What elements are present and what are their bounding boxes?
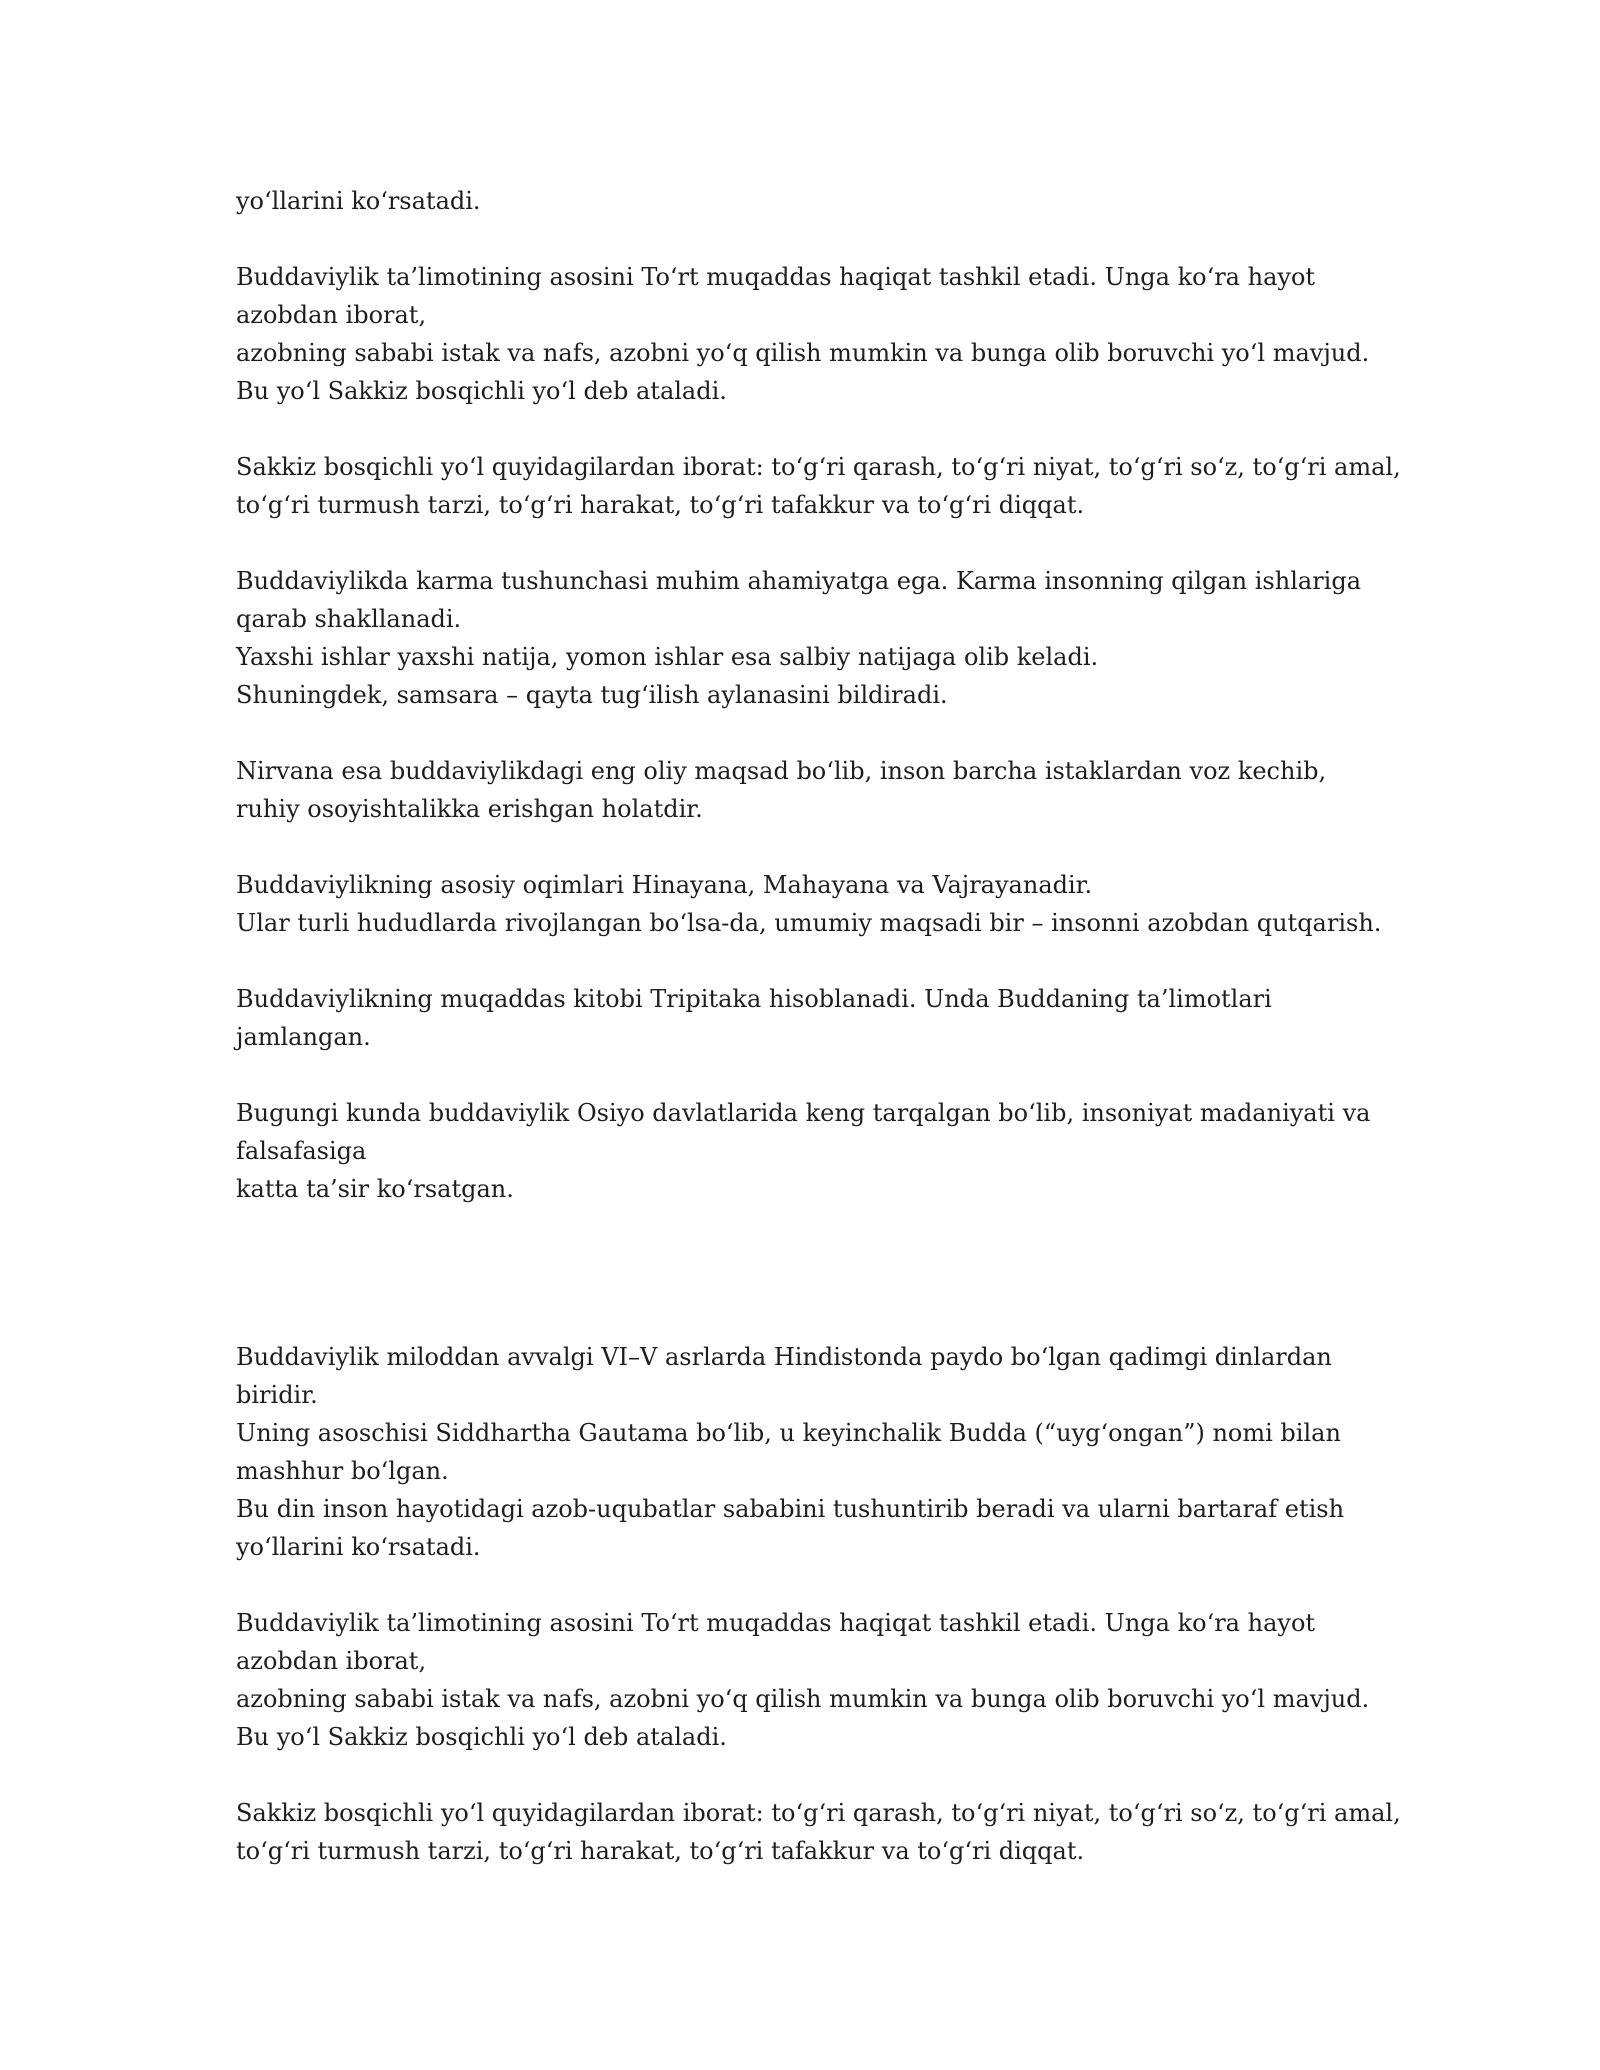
text-line: qarab shakllanadi. (236, 605, 462, 633)
text-line: mashhur bo‘lgan. (236, 1457, 449, 1485)
text-line: Buddaviylikning asosiy oqimlari Hinayana, Mahayana va Vajrayanadir. (236, 871, 1093, 899)
paragraph-continuation (236, 182, 1376, 220)
text-line: Bu yo‘l Sakkiz bosqichli yo‘l deb ataladi. (236, 1723, 727, 1751)
document-body (236, 182, 1401, 1908)
paragraph-influence (236, 1094, 1376, 1208)
text-line: yo‘llarini ko‘rsatadi. (236, 1533, 481, 1561)
text-line: Nirvana esa buddaviylikdagi eng oliy maqsad bo‘lib, inson barcha istaklardan voz kechib, (236, 757, 1327, 785)
text-line: Sakkiz bosqichli yo‘l quyidagilardan iborat: to‘g‘ri qarash, to‘g‘ri niyat, to‘g‘ri so‘z, to‘g‘ri amal, (236, 1799, 1401, 1827)
text-line: falsafasiga (236, 1137, 367, 1165)
text-line: ruhiy osoyishtalikka erishgan holatdir. (236, 795, 703, 823)
paragraph-schools (236, 866, 1382, 942)
paragraph-four-noble-truths-repeat (236, 1604, 1376, 1756)
text-line: jamlangan. (236, 1023, 371, 1051)
paragraph-eightfold-path (236, 448, 1401, 524)
text-line: azobdan iborat, (236, 1647, 427, 1675)
text-line: Buddaviylik ta’limotining asosini To‘rt muqaddas haqiqat tashkil etadi. Unga ko‘ra hayot (236, 1609, 1316, 1637)
paragraph-four-noble-truths (236, 258, 1376, 410)
paragraph-tripitaka (236, 980, 1376, 1056)
text-line: Buddaviylikda karma tushunchasi muhim ahamiyatga ega. Karma insonning qilgan ishlariga (236, 567, 1362, 595)
text-line: Sakkiz bosqichli yo‘l quyidagilardan iborat: to‘g‘ri qarash, to‘g‘ri niyat, to‘g‘ri so‘z, to‘g‘ri amal, (236, 453, 1401, 481)
paragraph-origin (236, 1338, 1376, 1566)
text-line: Buddaviylik miloddan avvalgi VI–V asrlarda Hindistonda paydo bo‘lgan qadimgi dinlardan (236, 1343, 1332, 1371)
paragraph-eightfold-path-repeat (236, 1794, 1401, 1870)
text-line: Buddaviylikning muqaddas kitobi Tripitaka hisoblanadi. Unda Buddaning ta’limotlari (236, 985, 1272, 1013)
text-line: azobdan iborat, (236, 301, 427, 329)
text-line: Uning asoschisi Siddhartha Gautama bo‘lib, u keyinchalik Budda (“uyg‘ongan”) nomi bilan (236, 1419, 1341, 1447)
text-line: katta ta’sir ko‘rsatgan. (236, 1175, 514, 1203)
paragraph-karma (236, 562, 1376, 714)
text-line: biridir. (236, 1381, 318, 1409)
text-line: Bugungi kunda buddaviylik Osiyo davlatlarida keng tarqalgan bo‘lib, insoniyat madaniyati va (236, 1099, 1371, 1127)
text-line: azobning sababi istak va nafs, azobni yo‘q qilish mumkin va bunga olib boruvchi yo‘l mavjud. (236, 339, 1370, 367)
text-line: Buddaviylik ta’limotining asosini To‘rt muqaddas haqiqat tashkil etadi. Unga ko‘ra hayot (236, 263, 1316, 291)
text-line: Shuningdek, samsara – qayta tug‘ilish aylanasini bildiradi. (236, 681, 948, 709)
text-line: azobning sababi istak va nafs, azobni yo‘q qilish mumkin va bunga olib boruvchi yo‘l mavjud. (236, 1685, 1370, 1713)
section-gap (236, 1246, 1376, 1338)
paragraph-nirvana (236, 752, 1376, 828)
text-line: Bu din inson hayotidagi azob-uqubatlar sababini tushuntirib beradi va ularni bartaraf etish (236, 1495, 1345, 1523)
text-line: Yaxshi ishlar yaxshi natija, yomon ishlar esa salbiy natijaga olib keladi. (236, 643, 1099, 671)
text-line: Bu yo‘l Sakkiz bosqichli yo‘l deb ataladi. (236, 377, 727, 405)
text-line: to‘g‘ri turmush tarzi, to‘g‘ri harakat, to‘g‘ri tafakkur va to‘g‘ri diqqat. (236, 491, 1085, 519)
text-line: to‘g‘ri turmush tarzi, to‘g‘ri harakat, to‘g‘ri tafakkur va to‘g‘ri diqqat. (236, 1837, 1085, 1865)
text-line: yo‘llarini ko‘rsatadi. (236, 187, 481, 215)
text-line: Ular turli hududlarda rivojlangan bo‘lsa-da, umumiy maqsadi bir – insonni azobdan qutqarish. (236, 909, 1382, 937)
